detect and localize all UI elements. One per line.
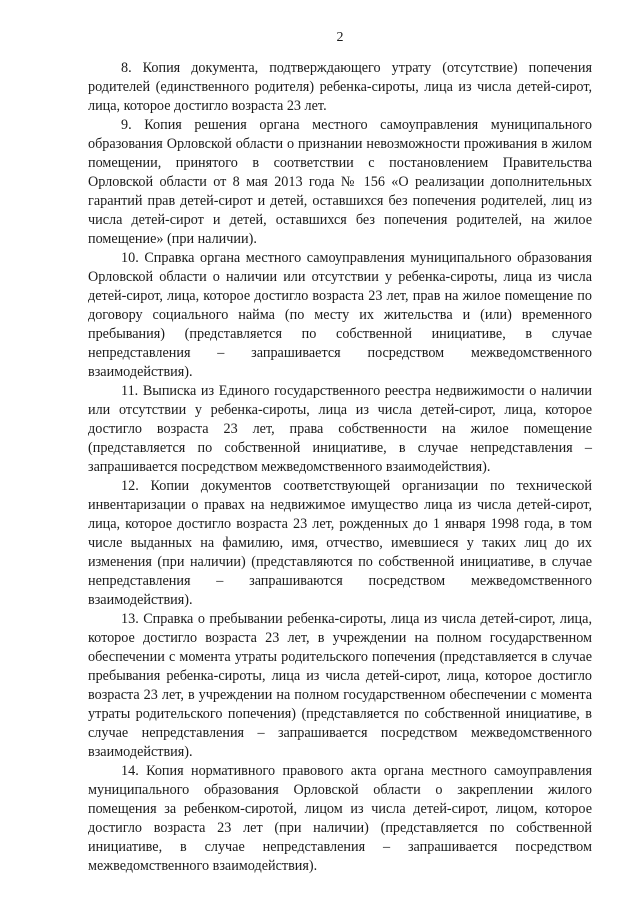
paragraph-item-12: 12. Копии документов соответствующей организации по технической инвентаризации о правах на недвижимое имущество лица из числа детей-сирот, лица, которое достигло возраста 23 лет, рожденных до 1 января 1998 года, в том числе выданных на фамилию, имя, отчество, имевшиеся у таких лиц до их изменения (при наличии) (представляются по собственной инициативе, в случае непредставления – запрашиваются посредством межведомственного взаимодействия). [88, 478, 592, 608]
paragraph-item-9: 9. Копия решения органа местного самоуправления муниципального образования Орловской области о признании невозможности проживания в жилом помещении, принятого в соответствии с постановлением Правительства Орловской области от 8 мая 2013 года № 156 «О реализации дополнительных гарантий прав детей-сирот и детей, оставшихся без попечения родителей, лиц из числа детей-сирот и детей, оставшихся без попечения родителей, на жилое помещение» (при наличии). [88, 117, 592, 247]
paragraph-item-14: 14. Копия нормативного правового акта органа местного самоуправления муниципального образования Орловской области о закреплении жилого помещения за ребенком-сиротой, лицом из числа детей-сирот, лицом, которое достигло возраста 23 лет (при наличии) (представляется по собственной инициативе, в случае непредставления – запрашивается посредством межведомственного взаимодействия). [88, 763, 592, 874]
paragraph-item-10: 10. Справка органа местного самоуправления муниципального образования Орловской области о наличии или отсутствии у ребенка-сироты, лица из числа детей-сирот, лица, которое достигло возраста 23 лет, прав на жилое помещение по договору социального найма (по месту их жительства и (или) временного пребывания) (представляется по собственной инициативе, в случае непредставления – запрашивается посредством межведомственного взаимодействия). [88, 250, 592, 380]
paragraph-item-13: 13. Справка о пребывании ребенка-сироты, лица из числа детей-сирот, лица, которое достигло возраста 23 лет, в учреждении на полном государственном обеспечении с момента утраты родительского попечения (представляется в случае пребывания ребенка-сироты, лица из числа детей-сирот, лица, которое достигло возраста 23 лет, в учреждении на полном государственном обеспечении с момента утраты родительского попечения) (представляется по собственной инициативе, в случае непредставления – запрашивается посредством межведомственного взаимодействия). [88, 611, 592, 760]
paragraph-item-8: 8. Копия документа, подтверждающего утрату (отсутствие) попечения родителей (единственного родителя) ребенка-сироты, лица из числа детей-сирот, лица, которое достигло возраста 23 лет. [88, 60, 592, 114]
page-number: 2 [336, 30, 344, 45]
paragraph-item-11: 11. Выписка из Единого государственного реестра недвижимости о наличии или отсутствии у ребенка-сироты, лица из числа детей-сирот, лица, которое достигло возраста 23 лет, права собственности на жилое помещение (представляется по собственной инициативе, в случае непредставления – запрашивается посредством межведомственного взаимодействия). [88, 383, 592, 475]
